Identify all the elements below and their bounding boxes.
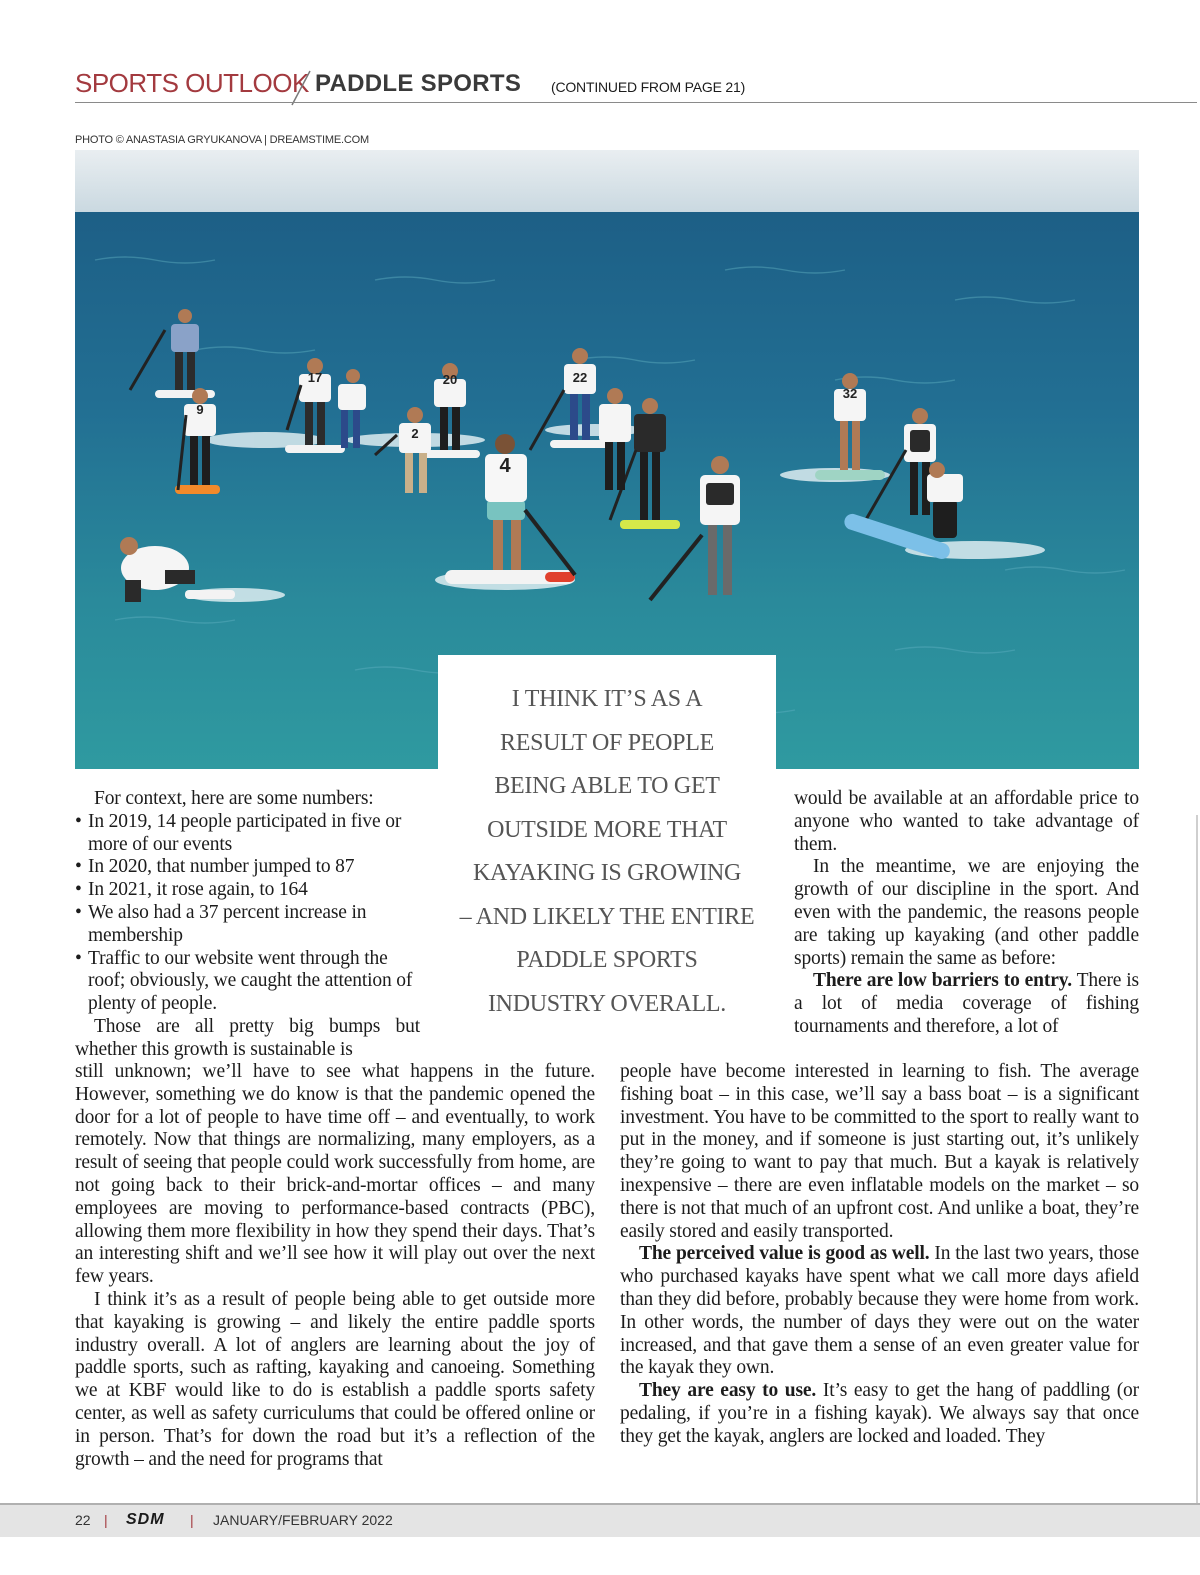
barriers-lead: There are low barriers to entry. (813, 970, 1072, 992)
footer-separator: | (190, 1512, 194, 1528)
value-lead: The perceived value is good as well. (639, 1243, 930, 1265)
value-text: In the last two years, those who purchased kayaks have spent what we call more days afield than they did before, probably because they were home from work. In other words, the number of days they were out on the water increased, and that gave them a sense of an even greater value for the kayak they own. (620, 1243, 1139, 1379)
issue-date: JANUARY/FEBRUARY 2022 (213, 1512, 393, 1528)
article-left-bottom (75, 1061, 595, 1471)
stat-bullet: • In 2021, it rose again, to 164 (75, 879, 420, 902)
stat-bullet: • In 2019, 14 people participated in five or more of our events (75, 811, 420, 857)
continued-note: (CONTINUED FROM PAGE 21) (551, 79, 746, 95)
programs-paragraph-continued: would be available at an affordable price to anyone who wanted to take advantage of them. (794, 788, 1139, 855)
bib-22: 22 (572, 370, 588, 385)
pull-quote-line: PADDLE SPORTS (516, 947, 698, 973)
pull-quote-line: – AND LIKELY THE ENTIRE (459, 903, 755, 930)
page-edge-rule (1196, 815, 1198, 1505)
bib-2: 2 (411, 426, 419, 441)
magazine-logo: SDM (126, 1511, 165, 1528)
bib-32: 32 (842, 386, 858, 401)
pull-quote-line: OUTSIDE MORE THAT (487, 816, 727, 843)
growth-paragraph-start: Those are all pretty big bumps but whether this growth is sustainable is (75, 1015, 420, 1060)
stat-bullet: • Traffic to our website went through the roof; obviously, we caught the attention of plenty of people. (75, 948, 420, 1016)
stat-bullet: • In 2020, that number jumped to 87 (75, 856, 420, 879)
bib-4: 4 (499, 455, 511, 477)
photo-credit: PHOTO © ANASTASIA GRYUKANOVA | DREAMSTIME.COM (75, 134, 369, 146)
article-left-top (75, 788, 420, 1062)
pull-quote-line: INDUSTRY OVERALL. (487, 990, 726, 1017)
meantime-paragraph: In the meantime, we are enjoying the growth of our discipline in the sport. And even with the pandemic, the reasons people are taking up kayaking (and other paddle sports) remain the same as before: (794, 856, 1139, 969)
barriers-paragraph-continued: people have become interested in learning to fish. The average fishing boat – in this case, we’ll say a bass boat – is a significant investment. You have to be committed to the sport to really want to put in the money, and if someone is just starting out, it’s unlikely they’re going to want to pay that much. But a kayak is relatively inexpensive – there are even inflatable models on the market – so there is not that much of an upfront cost. And unlike a boat, they’re easily stored and easily transported. (620, 1061, 1139, 1242)
page-footer (0, 1503, 1200, 1537)
article-right-bottom (620, 1061, 1139, 1449)
bib-20: 20 (442, 372, 458, 387)
bib-17: 17 (307, 370, 323, 385)
page-number: 22 (75, 1512, 91, 1528)
easy-text: It’s easy to get the hang of paddling (or pedaling, if you’re in a fishing kayak). We always say that once they get the kayak, anglers are locked and loaded. They (620, 1380, 1139, 1447)
pull-quote (438, 655, 776, 1030)
footer-separator: | (104, 1512, 108, 1528)
easy-lead: They are easy to use. (639, 1380, 817, 1402)
slash-divider-icon (288, 70, 314, 106)
value-paragraph (620, 1243, 1139, 1380)
footer-rule (0, 1503, 1200, 1505)
pull-quote-line: KAYAKING IS GROWING (472, 860, 742, 886)
growth-paragraph-continued: still unknown; we’ll have to see what happens in the future. However, something we do know is that the pandemic opened the door for a lot of people to have time off – and eventually, to work remotely. Now that things are normalizing, many employers, as a result of seeing that people could work successfully from home, are not going back to their brick-and-mortar offices – and many employees are moving to performance-based contracts (PBC), allowing them more flexibility in how they spend their days. That’s an interesting shift and we’ll see how it will play out over the next few years. (75, 1061, 595, 1288)
header-rule (75, 102, 1197, 103)
intro-paragraph: For context, here are some numbers: (94, 788, 374, 809)
pull-quote-line: BEING ABLE TO GET (494, 773, 720, 799)
section-label: SPORTS OUTLOOK (75, 68, 309, 98)
page-header (75, 62, 1200, 104)
barriers-text: There is a lot of media coverage of fishing tournaments and therefore, a lot of (794, 970, 1139, 1037)
stat-bullet: • We also had a 37 percent increase in membership (75, 902, 420, 948)
pull-quote-line: RESULT OF PEOPLE (500, 729, 714, 756)
pull-quote-line: I THINK IT’S AS A (511, 686, 703, 712)
article-right-top (794, 788, 1139, 1039)
outside-paragraph: I think it’s as a result of people being able to get outside more that kayaking is growing – and likely the entire paddle sports industry overall. A lot of anglers are learning about the joy of paddle sports, such as rafting, kayaking and canoeing. Something we at KBF would like to do is establish a paddle sports safety center, as well as safety curriculums that could be offered online or in person. That’s for down the road but it’s a reflection of the growth – and the need for programs that (75, 1288, 595, 1470)
section-topic: PADDLE SPORTS (315, 70, 522, 97)
barriers-paragraph (794, 970, 1139, 1038)
easy-paragraph (620, 1380, 1139, 1448)
bib-9: 9 (196, 402, 204, 417)
